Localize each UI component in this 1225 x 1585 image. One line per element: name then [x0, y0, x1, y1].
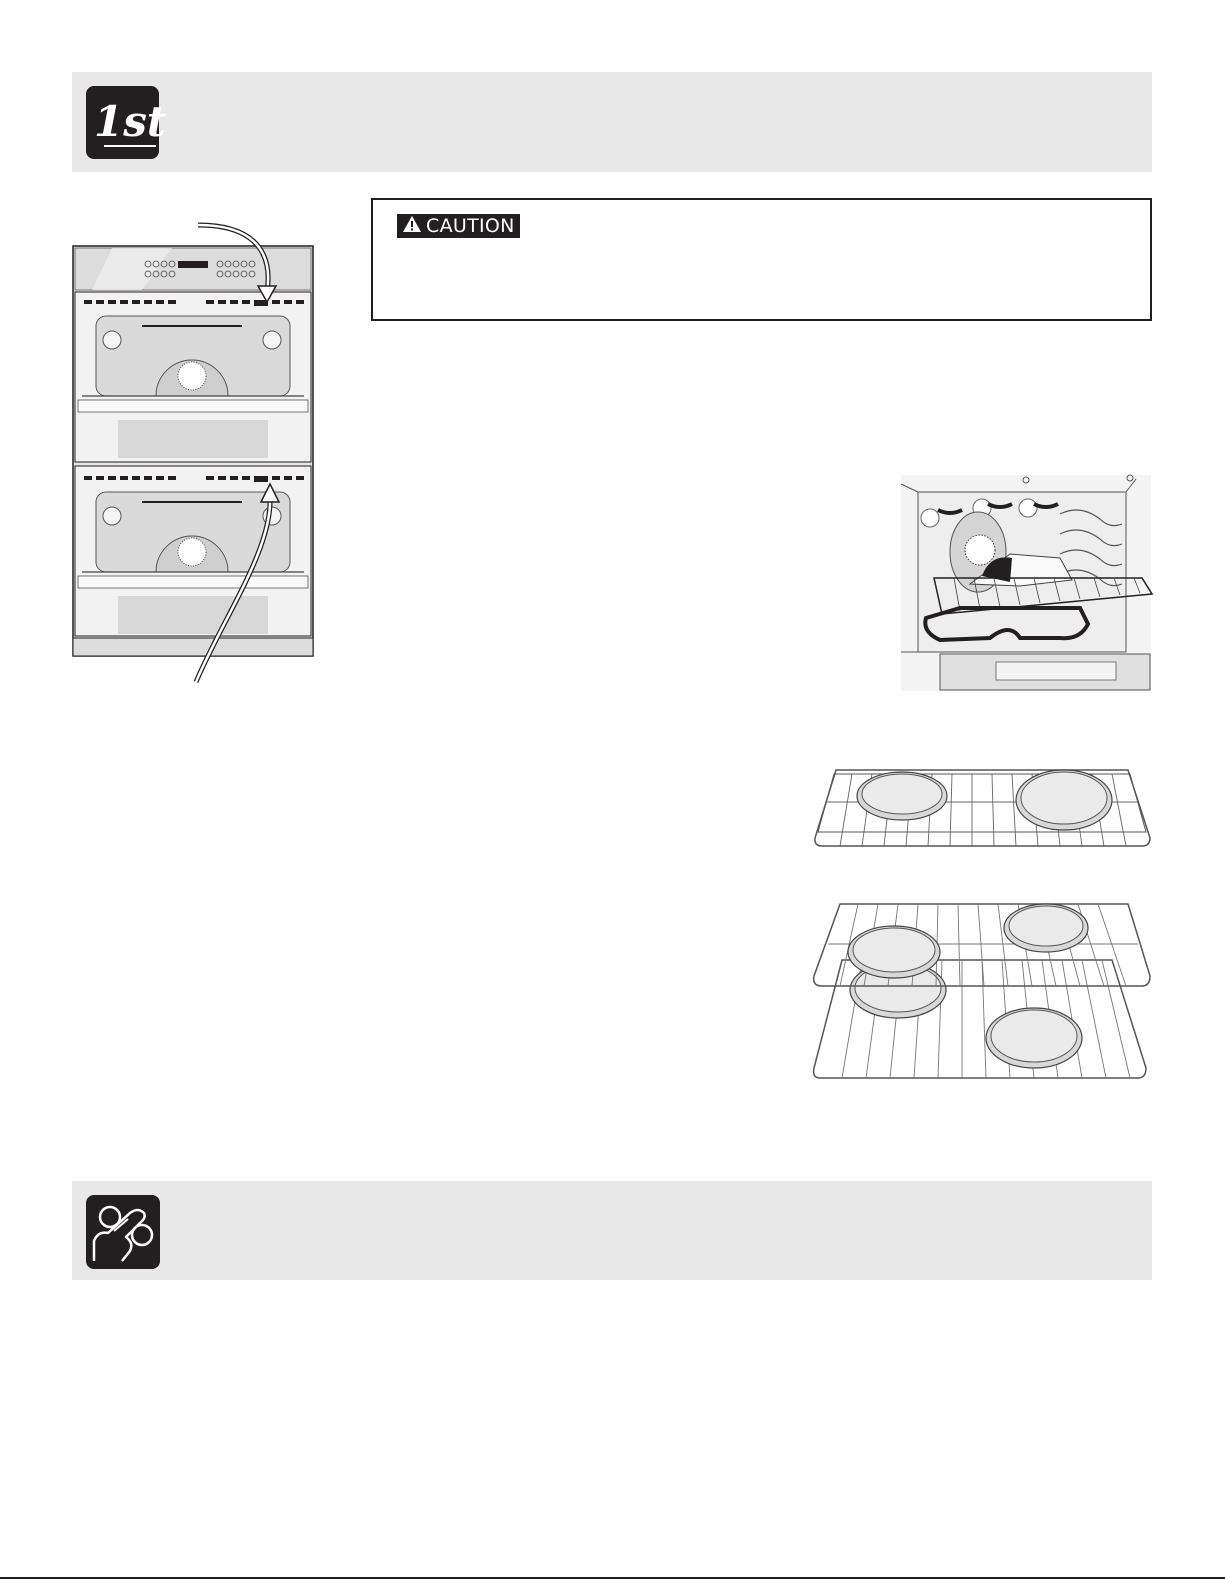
header-band: [72, 72, 1152, 172]
tip-band: [72, 1181, 1152, 1280]
double-wall-oven-illustration: [72, 220, 322, 690]
page-bottom-rule: [0, 1577, 1225, 1579]
first-badge-icon: [86, 86, 167, 159]
single-rack-two-pans-illustration: [812, 766, 1152, 866]
two-racks-four-pans-illustration: [812, 900, 1152, 1090]
badge-number: 1st: [94, 97, 167, 146]
warning-triangle-icon: [402, 215, 422, 238]
caution-label: [397, 214, 520, 238]
caution-box: [371, 198, 1152, 321]
oven-interior-rack-illustration: [900, 474, 1152, 692]
caution-text: CAUTION: [426, 215, 515, 237]
cooking-tip-hand-icon: [86, 1195, 160, 1269]
